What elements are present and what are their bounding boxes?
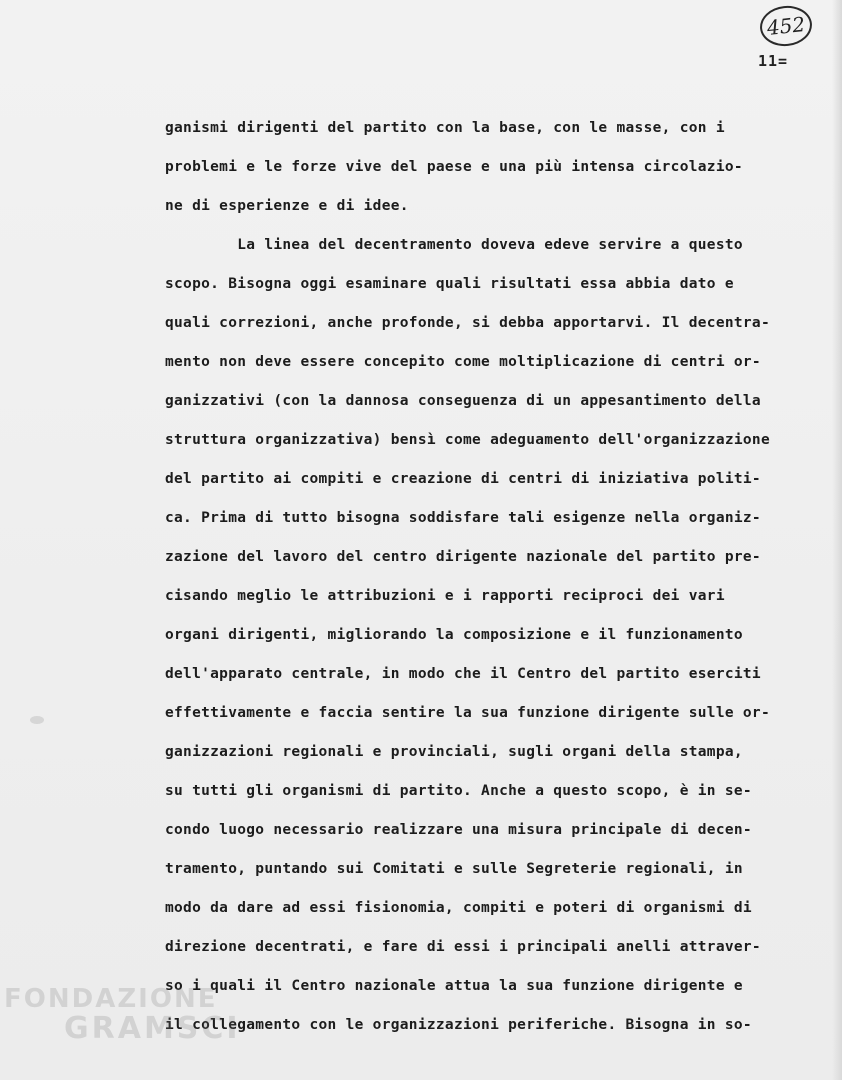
text-line: La linea del decentramento doveva edeve servire a questo — [165, 237, 743, 253]
typewritten-text — [165, 109, 835, 1045]
text-line: del partito ai compiti e creazione di centri di iniziativa politi- — [165, 471, 761, 487]
text-line: so i quali il Centro nazionale attua la sua funzione dirigente e — [165, 978, 743, 994]
text-line: organi dirigenti, migliorando la composizione e il funzionamento — [165, 627, 743, 643]
text-line: il collegamento con le organizzazioni periferiche. Bisogna in so- — [165, 1017, 752, 1033]
text-line: mento non deve essere concepito come moltiplicazione di centri or- — [165, 354, 761, 370]
text-line: ganizzazioni regionali e provinciali, sugli organi della stampa, — [165, 744, 743, 760]
text-line: ca. Prima di tutto bisogna soddisfare tali esigenze nella organiz- — [165, 510, 761, 526]
text-line: effettivamente e faccia sentire la sua funzione dirigente sulle or- — [165, 705, 770, 721]
text-line: scopo. Bisogna oggi esaminare quali risultati essa abbia dato e — [165, 276, 734, 292]
text-line: su tutti gli organismi di partito. Anche a questo scopo, è in se- — [165, 783, 752, 799]
text-line: ganismi dirigenti del partito con la base, con le masse, con i — [165, 120, 725, 136]
text-line: ne di esperienze e di idee. — [165, 198, 409, 214]
text-line: cisando meglio le attribuzioni e i rapporti reciproci dei vari — [165, 588, 725, 604]
text-line: modo da dare ad essi fisionomia, compiti e poteri di organismi di — [165, 900, 752, 916]
text-line: direzione decentrati, e fare di essi i principali anelli attraver- — [165, 939, 761, 955]
text-line: quali correzioni, anche profonde, si debba apportarvi. Il decentra- — [165, 315, 770, 331]
text-line: struttura organizzativa) bensì come adeguamento dell'organizzazione — [165, 432, 770, 448]
paper-speck — [30, 716, 44, 724]
page-number: 11= — [758, 52, 789, 70]
archive-number-stamp — [758, 3, 814, 48]
watermark-line-2: GRAMSCI — [64, 1011, 241, 1046]
watermark-line-1: FONDAZIONE — [4, 984, 218, 1014]
text-line: tramento, puntando sui Comitati e sulle Segreterie regionali, in — [165, 861, 743, 877]
text-line: problemi e le forze vive del paese e una più intensa circolazio- — [165, 159, 743, 175]
archive-number: 452 — [765, 12, 807, 40]
fondazione-gramsci-watermark — [4, 986, 241, 1044]
text-line: ganizzativi (con la dannosa conseguenza di un appesantimento della — [165, 393, 761, 409]
text-line: dell'apparato centrale, in modo che il Centro del partito eserciti — [165, 666, 761, 682]
text-line: zazione del lavoro del centro dirigente nazionale del partito pre- — [165, 549, 761, 565]
text-line: condo luogo necessario realizzare una misura principale di decen- — [165, 822, 752, 838]
